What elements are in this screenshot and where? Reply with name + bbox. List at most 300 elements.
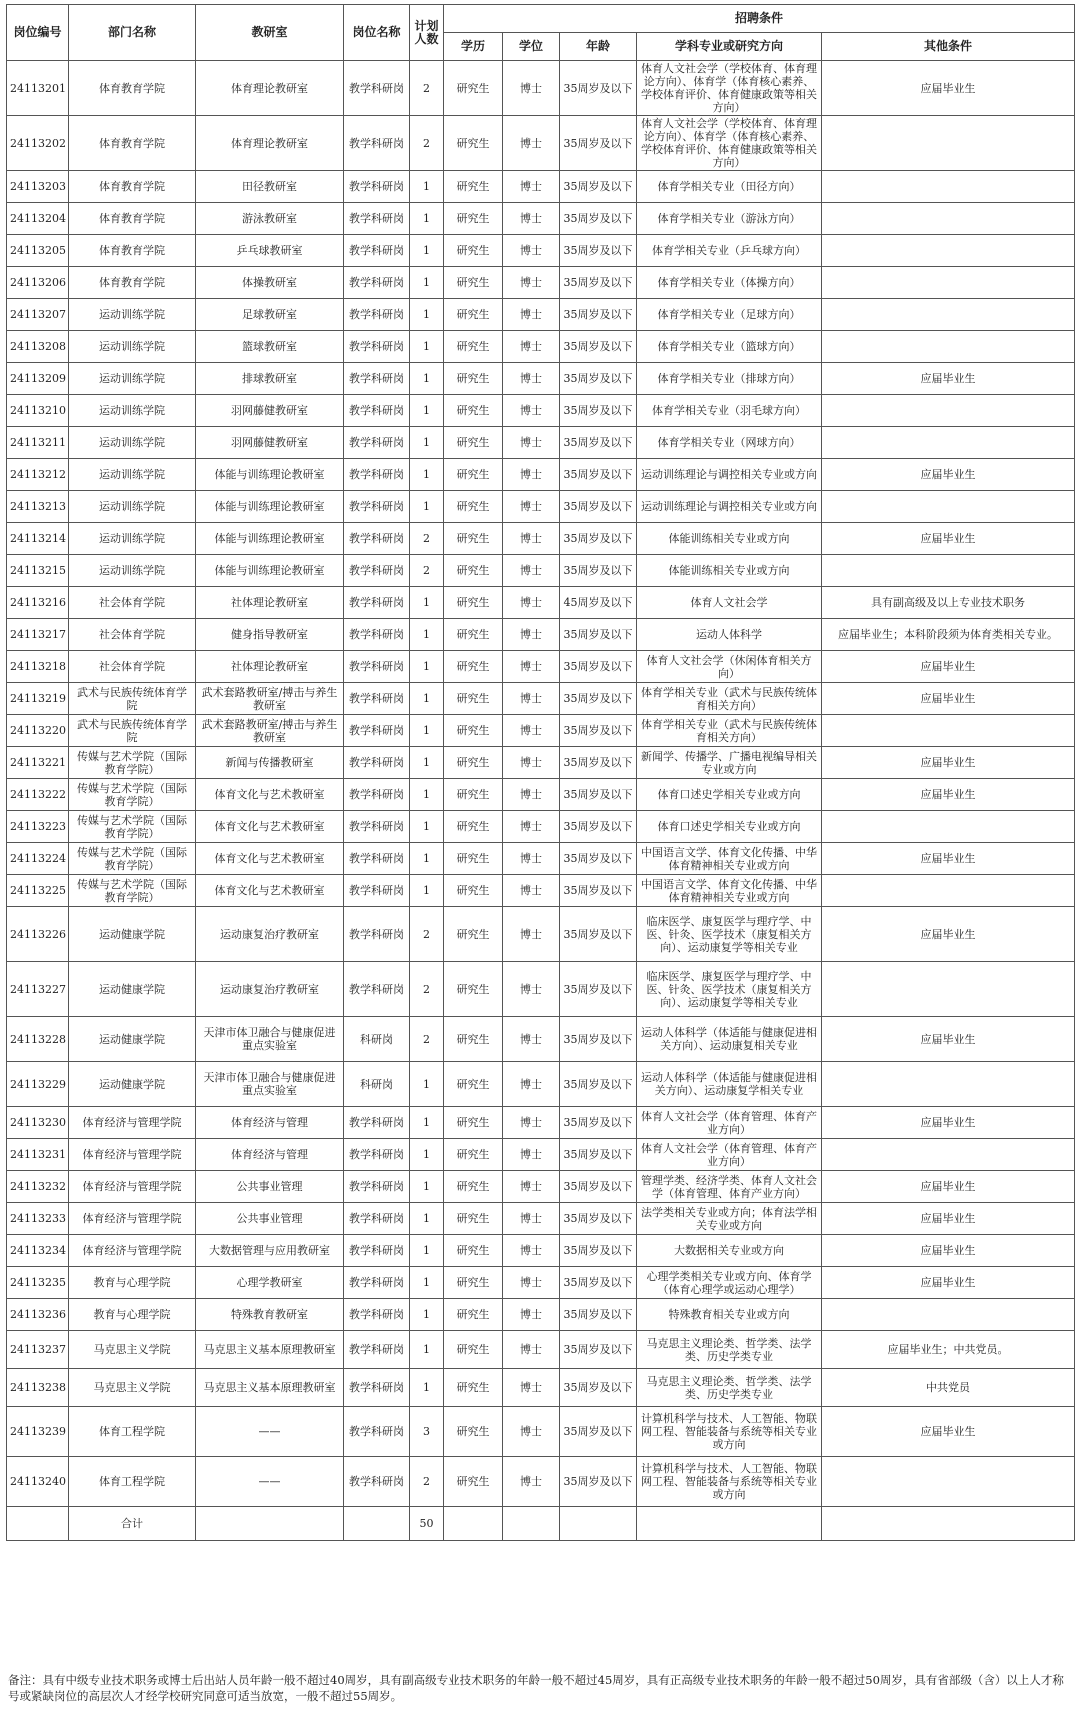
header-age: 年龄 — [560, 33, 637, 61]
other-cell — [822, 1457, 1075, 1507]
post-id-cell: 24113223 — [7, 811, 69, 843]
degree-cell: 博士 — [503, 1139, 560, 1171]
office-cell: 武术套路教研室/搏击与养生教研室 — [196, 715, 344, 747]
edu-cell: 研究生 — [444, 1171, 503, 1203]
dept-cell: 运动健康学院 — [69, 1017, 196, 1062]
dept-cell: 运动健康学院 — [69, 1062, 196, 1107]
post-id-cell: 24113208 — [7, 331, 69, 363]
other-cell — [822, 395, 1075, 427]
plan-count-cell: 1 — [410, 619, 444, 651]
table-row — [7, 61, 1075, 116]
office-cell: 体能与训练理论教研室 — [196, 523, 344, 555]
age-cell: 35周岁及以下 — [560, 1331, 637, 1369]
table-row — [7, 1407, 1075, 1457]
plan-count-cell: 1 — [410, 459, 444, 491]
table-row — [7, 1139, 1075, 1171]
post-name-cell: 教学科研岗 — [344, 1407, 410, 1457]
other-cell — [822, 1299, 1075, 1331]
post-id-cell: 24113240 — [7, 1457, 69, 1507]
degree-cell: 博士 — [503, 683, 560, 715]
edu-cell: 研究生 — [444, 395, 503, 427]
post-id-cell: 24113203 — [7, 171, 69, 203]
edu-cell: 研究生 — [444, 651, 503, 683]
plan-count-cell: 1 — [410, 363, 444, 395]
degree-cell: 博士 — [503, 331, 560, 363]
post-name-cell: 教学科研岗 — [344, 1369, 410, 1407]
edu-cell: 研究生 — [444, 907, 503, 962]
other-cell — [822, 331, 1075, 363]
plan-count-cell: 1 — [410, 267, 444, 299]
dept-cell: 体育经济与管理学院 — [69, 1171, 196, 1203]
post-id-cell: 24113216 — [7, 587, 69, 619]
post-id-cell: 24113205 — [7, 235, 69, 267]
edu-cell: 研究生 — [444, 1299, 503, 1331]
post-name-cell: 科研岗 — [344, 1062, 410, 1107]
degree-cell: 博士 — [503, 427, 560, 459]
post-name-cell: 教学科研岗 — [344, 203, 410, 235]
other-cell — [822, 962, 1075, 1017]
other-cell: 应届毕业生 — [822, 843, 1075, 875]
degree-cell: 博士 — [503, 299, 560, 331]
plan-count-cell: 1 — [410, 235, 444, 267]
edu-cell: 研究生 — [444, 1203, 503, 1235]
major-cell: 体育学相关专业（足球方向） — [637, 299, 822, 331]
degree-cell: 博士 — [503, 1331, 560, 1369]
age-cell: 35周岁及以下 — [560, 1203, 637, 1235]
office-cell: 排球教研室 — [196, 363, 344, 395]
edu-cell: 研究生 — [444, 1017, 503, 1062]
other-cell — [822, 299, 1075, 331]
major-cell: 中国语言文学、体育文化传播、中华体育精神相关专业或方向 — [637, 843, 822, 875]
table-row — [7, 1369, 1075, 1407]
footnote: 备注：具有中级专业技术职务或博士后出站人员年龄一般不超过40周岁，具有副高级专业技术职务的年龄一般不超过45周岁，具有正高级专业技术职务的年龄一般不超过50周岁，具有省部级（含）以上人才称号或紧缺岗位的高层次人才经学校研究同意可适当放宽，一般不超过55周岁。 — [8, 1673, 1064, 1703]
degree-cell: 博士 — [503, 1457, 560, 1507]
office-cell: —— — [196, 1457, 344, 1507]
other-cell — [822, 555, 1075, 587]
dept-cell: 体育经济与管理学院 — [69, 1203, 196, 1235]
degree-cell: 博士 — [503, 523, 560, 555]
office-cell: 羽网藤健教研室 — [196, 395, 344, 427]
major-cell: 体育人文社会学（体育管理、体育产业方向） — [637, 1107, 822, 1139]
degree-cell: 博士 — [503, 203, 560, 235]
plan-count-cell: 1 — [410, 1267, 444, 1299]
age-cell: 35周岁及以下 — [560, 395, 637, 427]
table-row — [7, 875, 1075, 907]
edu-cell: 研究生 — [444, 1457, 503, 1507]
degree-cell: 博士 — [503, 116, 560, 171]
plan-count-cell: 2 — [410, 1017, 444, 1062]
other-cell: 应届毕业生 — [822, 1171, 1075, 1203]
post-id-cell: 24113237 — [7, 1331, 69, 1369]
edu-cell: 研究生 — [444, 619, 503, 651]
dept-cell: 马克思主义学院 — [69, 1369, 196, 1407]
edu-cell: 研究生 — [444, 171, 503, 203]
dept-cell: 体育教育学院 — [69, 267, 196, 299]
degree-cell: 博士 — [503, 587, 560, 619]
post-name-cell: 教学科研岗 — [344, 962, 410, 1017]
major-cell: 中国语言文学、体育文化传播、中华体育精神相关专业或方向 — [637, 875, 822, 907]
table-row — [7, 267, 1075, 299]
plan-count-cell: 1 — [410, 1369, 444, 1407]
table-row — [7, 299, 1075, 331]
major-cell: 运动训练理论与调控相关专业或方向 — [637, 459, 822, 491]
major-cell: 法学类相关专业或方向；体育法学相关专业或方向 — [637, 1203, 822, 1235]
plan-count-cell: 1 — [410, 715, 444, 747]
major-cell: 大数据相关专业或方向 — [637, 1235, 822, 1267]
recruitment-table — [6, 4, 1075, 1541]
age-cell: 35周岁及以下 — [560, 523, 637, 555]
post-name-cell: 教学科研岗 — [344, 1107, 410, 1139]
table-row — [7, 747, 1075, 779]
post-id-cell: 24113233 — [7, 1203, 69, 1235]
table-row — [7, 1299, 1075, 1331]
plan-count-cell: 1 — [410, 395, 444, 427]
table-row — [7, 491, 1075, 523]
other-cell: 应届毕业生 — [822, 1407, 1075, 1457]
table-row — [7, 651, 1075, 683]
dept-cell: 教育与心理学院 — [69, 1267, 196, 1299]
header-post-name: 岗位名称 — [344, 5, 410, 61]
age-cell: 35周岁及以下 — [560, 1235, 637, 1267]
plan-count-cell: 2 — [410, 907, 444, 962]
office-cell: 体育理论教研室 — [196, 116, 344, 171]
degree-cell: 博士 — [503, 395, 560, 427]
age-cell: 35周岁及以下 — [560, 1171, 637, 1203]
table-row — [7, 171, 1075, 203]
other-cell: 应届毕业生 — [822, 747, 1075, 779]
other-cell — [822, 116, 1075, 171]
table-row — [7, 1017, 1075, 1062]
age-cell: 35周岁及以下 — [560, 171, 637, 203]
office-cell: 体操教研室 — [196, 267, 344, 299]
dept-cell: 传媒与艺术学院（国际教育学院） — [69, 811, 196, 843]
office-cell: 体育文化与艺术教研室 — [196, 779, 344, 811]
edu-cell: 研究生 — [444, 962, 503, 1017]
other-cell: 应届毕业生；本科阶段须为体育类相关专业。 — [822, 619, 1075, 651]
post-name-cell: 教学科研岗 — [344, 267, 410, 299]
major-cell: 体育学相关专业（篮球方向） — [637, 331, 822, 363]
age-cell: 45周岁及以下 — [560, 587, 637, 619]
edu-cell: 研究生 — [444, 587, 503, 619]
major-cell: 特殊教育相关专业或方向 — [637, 1299, 822, 1331]
age-cell: 35周岁及以下 — [560, 747, 637, 779]
dept-cell: 体育经济与管理学院 — [69, 1139, 196, 1171]
age-cell: 35周岁及以下 — [560, 811, 637, 843]
age-cell: 35周岁及以下 — [560, 651, 637, 683]
office-cell: 田径教研室 — [196, 171, 344, 203]
degree-cell: 博士 — [503, 491, 560, 523]
major-cell: 体能训练相关专业或方向 — [637, 523, 822, 555]
edu-cell: 研究生 — [444, 1139, 503, 1171]
degree-cell: 博士 — [503, 1299, 560, 1331]
degree-cell: 博士 — [503, 171, 560, 203]
major-cell: 体育学相关专业（排球方向） — [637, 363, 822, 395]
post-name-cell: 教学科研岗 — [344, 1139, 410, 1171]
degree-cell: 博士 — [503, 1267, 560, 1299]
post-id-cell: 24113204 — [7, 203, 69, 235]
dept-cell: 运动训练学院 — [69, 491, 196, 523]
post-name-cell: 教学科研岗 — [344, 907, 410, 962]
age-cell: 35周岁及以下 — [560, 116, 637, 171]
degree-cell: 博士 — [503, 747, 560, 779]
post-id-cell: 24113201 — [7, 61, 69, 116]
major-cell: 体育人文社会学 — [637, 587, 822, 619]
dept-cell: 运动训练学院 — [69, 523, 196, 555]
major-cell: 体育学相关专业（田径方向） — [637, 171, 822, 203]
degree-cell: 博士 — [503, 907, 560, 962]
office-cell: 马克思主义基本原理教研室 — [196, 1369, 344, 1407]
major-cell: 体育学相关专业（网球方向） — [637, 427, 822, 459]
post-id-cell: 24113222 — [7, 779, 69, 811]
other-cell — [822, 235, 1075, 267]
dept-cell: 运动训练学院 — [69, 555, 196, 587]
edu-cell: 研究生 — [444, 1331, 503, 1369]
plan-count-cell: 1 — [410, 491, 444, 523]
major-cell: 运动人体科学（体适能与健康促进相关方向）、运动康复学相关专业 — [637, 1062, 822, 1107]
office-cell: 体育经济与管理 — [196, 1139, 344, 1171]
plan-count-cell: 2 — [410, 61, 444, 116]
dept-cell: 传媒与艺术学院（国际教育学院） — [69, 747, 196, 779]
degree-cell: 博士 — [503, 1235, 560, 1267]
post-id-cell: 24113239 — [7, 1407, 69, 1457]
post-name-cell: 教学科研岗 — [344, 363, 410, 395]
age-cell: 35周岁及以下 — [560, 1107, 637, 1139]
office-cell: 社体理论教研室 — [196, 651, 344, 683]
table-row — [7, 1235, 1075, 1267]
plan-count-cell: 2 — [410, 962, 444, 1017]
edu-cell: 研究生 — [444, 331, 503, 363]
header-plan: 计划人数 — [410, 5, 444, 61]
post-id-cell: 24113225 — [7, 875, 69, 907]
table-footer — [7, 1507, 1075, 1541]
post-id-cell: 24113207 — [7, 299, 69, 331]
other-cell — [822, 267, 1075, 299]
degree-cell: 博士 — [503, 235, 560, 267]
table-row — [7, 1107, 1075, 1139]
other-cell: 应届毕业生 — [822, 907, 1075, 962]
post-name-cell: 教学科研岗 — [344, 811, 410, 843]
edu-cell: 研究生 — [444, 715, 503, 747]
office-cell: 大数据管理与应用教研室 — [196, 1235, 344, 1267]
header-conditions: 招聘条件 — [444, 5, 1075, 33]
office-cell: 体能与训练理论教研室 — [196, 555, 344, 587]
dept-cell: 运动训练学院 — [69, 299, 196, 331]
other-cell: 应届毕业生 — [822, 1267, 1075, 1299]
degree-cell: 博士 — [503, 459, 560, 491]
post-id-cell: 24113212 — [7, 459, 69, 491]
plan-count-cell: 1 — [410, 1107, 444, 1139]
post-name-cell: 教学科研岗 — [344, 491, 410, 523]
office-cell: 社体理论教研室 — [196, 587, 344, 619]
table-row — [7, 331, 1075, 363]
office-cell: 特殊教育教研室 — [196, 1299, 344, 1331]
age-cell: 35周岁及以下 — [560, 715, 637, 747]
degree-cell: 博士 — [503, 1407, 560, 1457]
edu-cell: 研究生 — [444, 779, 503, 811]
other-cell: 应届毕业生 — [822, 363, 1075, 395]
other-cell: 应届毕业生 — [822, 1235, 1075, 1267]
post-name-cell: 教学科研岗 — [344, 427, 410, 459]
table-row — [7, 1062, 1075, 1107]
age-cell: 35周岁及以下 — [560, 203, 637, 235]
office-cell: 体育文化与艺术教研室 — [196, 843, 344, 875]
office-cell: 天津市体卫融合与健康促进重点实验室 — [196, 1062, 344, 1107]
other-cell: 应届毕业生；中共党员。 — [822, 1331, 1075, 1369]
degree-cell: 博士 — [503, 962, 560, 1017]
post-name-cell: 教学科研岗 — [344, 1235, 410, 1267]
major-cell: 临床医学、康复医学与理疗学、中医、针灸、医学技术（康复相关方向）、运动康复学等相关专业 — [637, 962, 822, 1017]
post-id-cell: 24113213 — [7, 491, 69, 523]
age-cell: 35周岁及以下 — [560, 683, 637, 715]
post-id-cell: 24113235 — [7, 1267, 69, 1299]
post-id-cell: 24113214 — [7, 523, 69, 555]
age-cell: 35周岁及以下 — [560, 1267, 637, 1299]
major-cell: 体育学相关专业（游泳方向） — [637, 203, 822, 235]
post-name-cell: 教学科研岗 — [344, 843, 410, 875]
office-cell: 体育理论教研室 — [196, 61, 344, 116]
edu-cell: 研究生 — [444, 683, 503, 715]
office-cell: 足球教研室 — [196, 299, 344, 331]
other-cell — [822, 715, 1075, 747]
dept-cell: 社会体育学院 — [69, 587, 196, 619]
edu-cell: 研究生 — [444, 843, 503, 875]
major-cell: 体育口述史学相关专业或方向 — [637, 811, 822, 843]
plan-count-cell: 1 — [410, 1139, 444, 1171]
dept-cell: 运动训练学院 — [69, 459, 196, 491]
dept-cell: 体育教育学院 — [69, 235, 196, 267]
degree-cell: 博士 — [503, 1203, 560, 1235]
major-cell: 计算机科学与技术、人工智能、物联网工程、智能装备与系统等相关专业或方向 — [637, 1407, 822, 1457]
edu-cell: 研究生 — [444, 1107, 503, 1139]
plan-count-cell: 2 — [410, 116, 444, 171]
major-cell: 运动人体科学（体适能与健康促进相关方向）、运动康复相关专业 — [637, 1017, 822, 1062]
edu-cell: 研究生 — [444, 299, 503, 331]
dept-cell: 体育教育学院 — [69, 203, 196, 235]
age-cell: 35周岁及以下 — [560, 267, 637, 299]
dept-cell: 体育工程学院 — [69, 1457, 196, 1507]
office-cell: —— — [196, 1407, 344, 1457]
table-row — [7, 1267, 1075, 1299]
header-post-id: 岗位编号 — [7, 5, 69, 61]
dept-cell: 体育教育学院 — [69, 171, 196, 203]
plan-count-cell: 1 — [410, 1235, 444, 1267]
degree-cell: 博士 — [503, 843, 560, 875]
other-cell — [822, 491, 1075, 523]
post-id-cell: 24113202 — [7, 116, 69, 171]
office-cell: 乒乓球教研室 — [196, 235, 344, 267]
table-row — [7, 683, 1075, 715]
degree-cell: 博士 — [503, 267, 560, 299]
degree-cell: 博士 — [503, 875, 560, 907]
office-cell: 武术套路教研室/搏击与养生教研室 — [196, 683, 344, 715]
office-cell: 天津市体卫融合与健康促进重点实验室 — [196, 1017, 344, 1062]
age-cell: 35周岁及以下 — [560, 619, 637, 651]
plan-count-cell: 1 — [410, 1299, 444, 1331]
post-id-cell: 24113218 — [7, 651, 69, 683]
dept-cell: 运动训练学院 — [69, 331, 196, 363]
major-cell: 心理学类相关专业或方向、体育学（体育心理学或运动心理学） — [637, 1267, 822, 1299]
post-id-cell: 24113221 — [7, 747, 69, 779]
plan-count-cell: 2 — [410, 1457, 444, 1507]
table-row — [7, 203, 1075, 235]
other-cell — [822, 427, 1075, 459]
post-id-cell: 24113238 — [7, 1369, 69, 1407]
major-cell: 体育学相关专业（体操方向） — [637, 267, 822, 299]
post-name-cell: 教学科研岗 — [344, 235, 410, 267]
edu-cell: 研究生 — [444, 491, 503, 523]
age-cell: 35周岁及以下 — [560, 1457, 637, 1507]
post-name-cell: 教学科研岗 — [344, 1171, 410, 1203]
major-cell: 临床医学、康复医学与理疗学、中医、针灸、医学技术（康复相关方向）、运动康复学等相关专业 — [637, 907, 822, 962]
other-cell: 应届毕业生 — [822, 459, 1075, 491]
plan-count-cell: 1 — [410, 1331, 444, 1369]
other-cell: 应届毕业生 — [822, 1017, 1075, 1062]
edu-cell: 研究生 — [444, 1267, 503, 1299]
table-row — [7, 811, 1075, 843]
edu-cell: 研究生 — [444, 1062, 503, 1107]
dept-cell: 武术与民族传统体育学院 — [69, 683, 196, 715]
header-edu: 学历 — [444, 33, 503, 61]
post-id-cell: 24113231 — [7, 1139, 69, 1171]
table-row — [7, 1331, 1075, 1369]
post-name-cell: 教学科研岗 — [344, 61, 410, 116]
degree-cell: 博士 — [503, 651, 560, 683]
plan-count-cell: 1 — [410, 875, 444, 907]
office-cell: 马克思主义基本原理教研室 — [196, 1331, 344, 1369]
office-cell: 羽网藤健教研室 — [196, 427, 344, 459]
other-cell — [822, 811, 1075, 843]
table-row — [7, 395, 1075, 427]
post-id-cell: 24113232 — [7, 1171, 69, 1203]
edu-cell: 研究生 — [444, 1369, 503, 1407]
dept-cell: 体育经济与管理学院 — [69, 1107, 196, 1139]
other-cell — [822, 203, 1075, 235]
edu-cell: 研究生 — [444, 235, 503, 267]
table-row — [7, 116, 1075, 171]
plan-count-cell: 1 — [410, 587, 444, 619]
plan-count-cell: 2 — [410, 523, 444, 555]
office-cell: 体育文化与艺术教研室 — [196, 875, 344, 907]
table-body — [7, 61, 1075, 1507]
major-cell: 体育口述史学相关专业或方向 — [637, 779, 822, 811]
table-row — [7, 235, 1075, 267]
degree-cell: 博士 — [503, 1107, 560, 1139]
edu-cell: 研究生 — [444, 747, 503, 779]
post-name-cell: 教学科研岗 — [344, 171, 410, 203]
post-id-cell: 24113210 — [7, 395, 69, 427]
plan-count-cell: 1 — [410, 203, 444, 235]
dept-cell: 运动训练学院 — [69, 395, 196, 427]
office-cell: 健身指导教研室 — [196, 619, 344, 651]
office-cell: 体育经济与管理 — [196, 1107, 344, 1139]
other-cell — [822, 1139, 1075, 1171]
post-id-cell: 24113211 — [7, 427, 69, 459]
major-cell: 新闻学、传播学、广播电视编导相关专业或方向 — [637, 747, 822, 779]
edu-cell: 研究生 — [444, 523, 503, 555]
post-name-cell: 教学科研岗 — [344, 299, 410, 331]
office-cell: 公共事业管理 — [196, 1171, 344, 1203]
age-cell: 35周岁及以下 — [560, 962, 637, 1017]
other-cell: 中共党员 — [822, 1369, 1075, 1407]
edu-cell: 研究生 — [444, 116, 503, 171]
other-cell: 应届毕业生 — [822, 523, 1075, 555]
plan-count-cell: 1 — [410, 299, 444, 331]
plan-count-cell: 1 — [410, 1171, 444, 1203]
edu-cell: 研究生 — [444, 427, 503, 459]
post-id-cell: 24113224 — [7, 843, 69, 875]
post-id-cell: 24113217 — [7, 619, 69, 651]
other-cell — [822, 1062, 1075, 1107]
